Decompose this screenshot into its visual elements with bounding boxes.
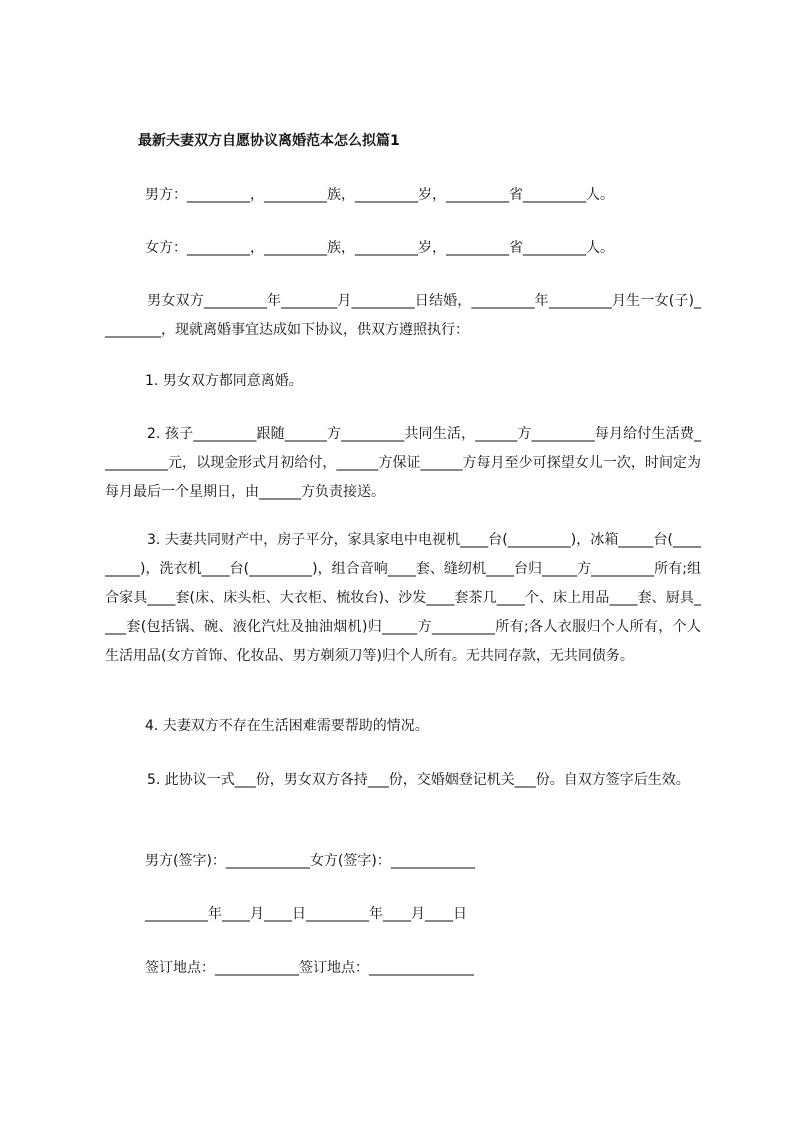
intro-paragraph: [105, 287, 701, 345]
clause-1: 1. 男女双方都同意离婚。: [145, 373, 303, 389]
clause-5: [105, 766, 701, 795]
clause-4: 4. 夫妻双方不存在生活困难需要帮助的情况。: [145, 718, 429, 734]
document-title: 最新夫妻双方自愿协议离婚范本怎么拟篇1: [138, 133, 400, 149]
clause-3: [105, 526, 701, 671]
signing-place-line: 签订地点：____________签订地点：_______________: [145, 960, 474, 976]
clause-3-text: 3. 夫妻共同财产中，房子平分，家具家电中电视机____台(_________)，冰箱_____台(_________)，洗衣机____台(_________)，组合音响____套、缝纫机____台归_____方_________所有;组合家具____套(床、床头柜、大衣柜、梳妆台)、沙发____套茶几____个、床上用品____套、厨具____套(包括锅、碗、液化汽灶及抽油烟机)归_____方_________所有;各人衣服归个人所有，个人生活用品(女方首饰、化妆品、男方剃须刀等)归个人所有。无共同存款，无共同债务。: [105, 532, 701, 664]
clause-5-text: 5. 此协议一式___份，男女双方各持___份，交婚姻登记机关___份。自双方签字后生效。: [147, 772, 690, 788]
date-line: _________年____月____日_________年____月____日: [145, 906, 467, 922]
intro-text: 男女双方_________年________月_________日结婚，_________年_________月生一女(子)_________，现就离婚事宜达成如下协议，供双方遵照执行：: [105, 293, 701, 338]
signature-line: 男方(签字)：____________女方(签字)：____________: [145, 853, 475, 869]
male-info-line: 男方：_________，_________族，_________岁，_________省_________人。: [145, 187, 614, 203]
clause-2-text: 2. 孩子_________跟随______方_________共同生活，______方_________每月给付生活费__________元，以现金形式月初给付，______方保证______方每月至少可探望女儿一次，时间定为每月最后一个星期日，由______方负责接送。: [105, 426, 701, 500]
female-info-line: 女方：_________，_________族，_________岁，_________省_________人。: [145, 240, 614, 256]
clause-2: [105, 420, 701, 507]
